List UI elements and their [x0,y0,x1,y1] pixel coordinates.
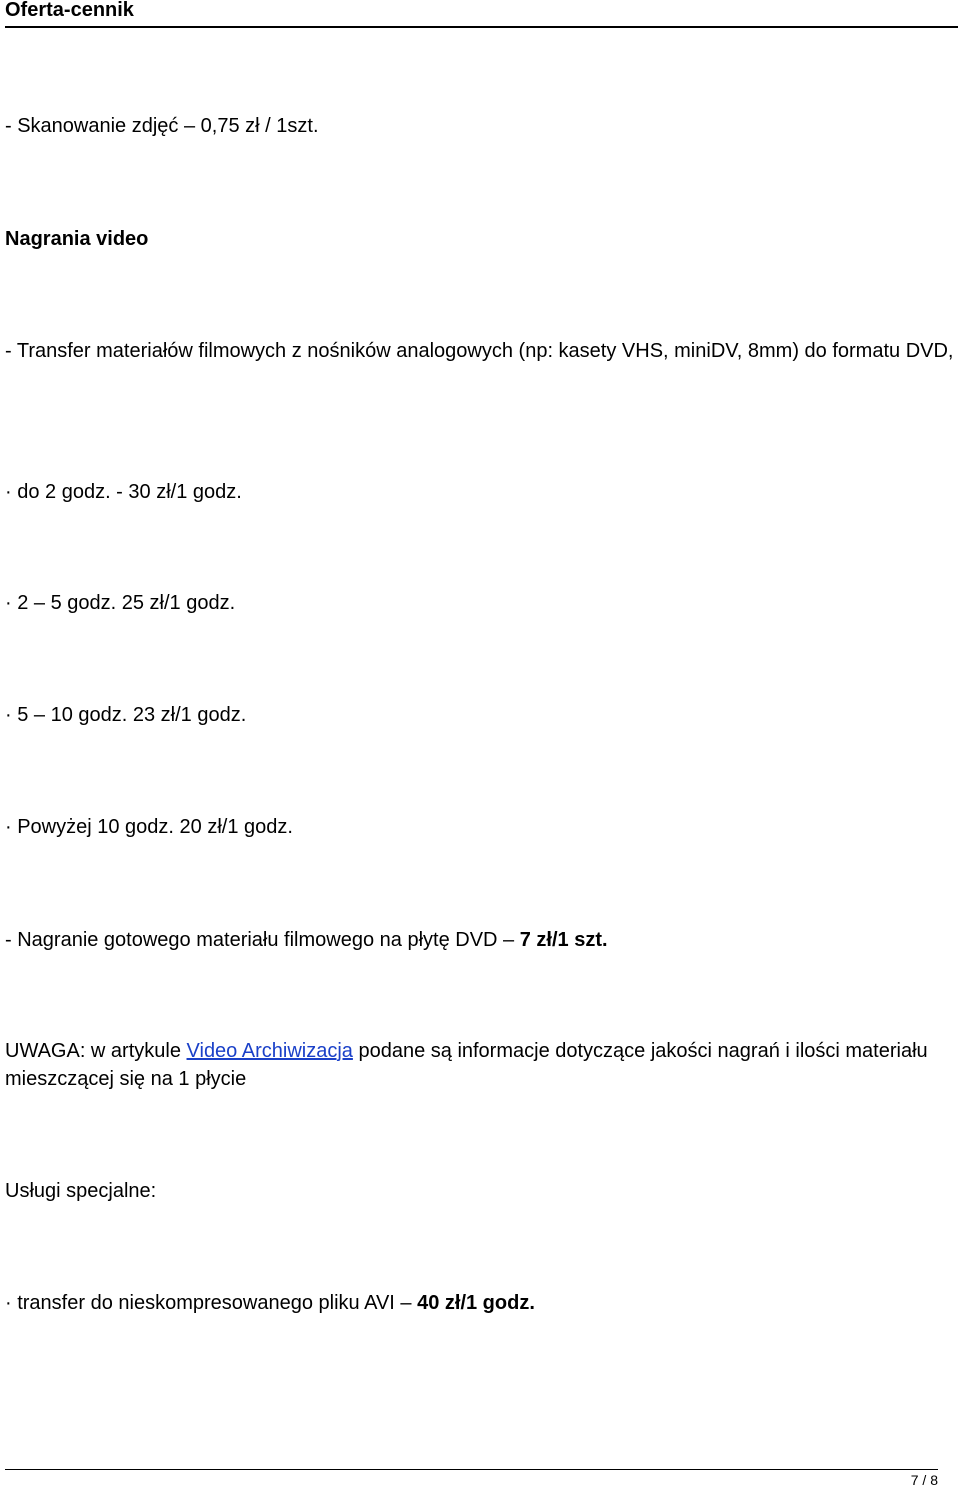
video-section-heading: Nagrania video [5,228,149,250]
scan-photos-price: - Skanowanie zdjęć – 0,75 zł / 1szt. [5,115,319,137]
archiving-note [5,1037,955,1093]
header-divider [5,26,958,28]
dvd-recording-price [5,926,955,954]
video-archiwizacja-link[interactable]: Video Archiwizacja [186,1040,353,1062]
page-header-title: Oferta-cennik [5,0,134,21]
note-prefix: UWAGA: w artykule [5,1040,187,1062]
price-tier-1: · do 2 godz. - 30 zł/1 godz. [5,481,242,503]
footer-divider [5,1469,938,1470]
page-number: 7 / 8 [910,1472,938,1488]
special-service-item [5,1289,955,1317]
dvd-recording-amount: 7 zł/1 szt. [519,929,608,951]
price-tier-4: · Powyżej 10 godz. 20 zł/1 godz. [5,816,293,838]
special-services-heading: Usługi specjalne: [5,1180,157,1202]
dvd-recording-label: - Nagranie gotowego materiału filmowego na płytę DVD – [5,929,520,951]
special-service-label: · transfer do nieskompresowanego pliku AVI – [5,1292,418,1314]
transfer-intro-text: - Transfer materiałów filmowych z nośników analogowych (np: kasety VHS, miniDV, 8mm) do formatu DVD, [5,340,954,362]
price-tier-2: · 2 – 5 godz. 25 zł/1 godz. [5,592,236,614]
special-service-amount: 40 zł/1 godz. [417,1292,535,1314]
price-tier-3: · 5 – 10 godz. 23 zł/1 godz. [5,704,247,726]
note-suffix: podane są informacje dotyczące jakości nagrań i ilości materiału mieszczącej się na 1 płycie [5,1040,928,1090]
